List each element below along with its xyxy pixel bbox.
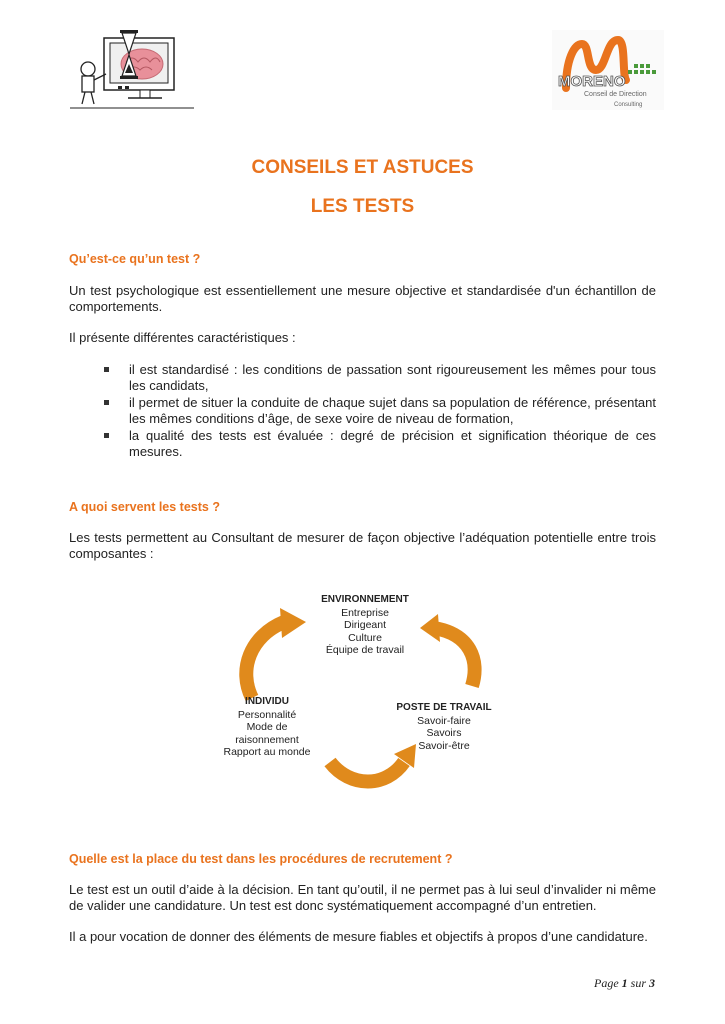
list-item-text: la qualité des tests est évaluée : degré de précision et signification théorique de ces mesures. xyxy=(129,428,656,459)
list-item xyxy=(99,428,656,460)
page-title: CONSEILS ET ASTUCES xyxy=(251,157,474,178)
paragraph: Il présente différentes caractéristiques : xyxy=(69,330,296,345)
box-environnement xyxy=(300,594,430,657)
box-item: Dirigeant xyxy=(343,619,387,631)
cycle-diagram xyxy=(210,588,510,798)
logo-line2: Consulting xyxy=(614,102,643,108)
box-poste-de-travail xyxy=(382,702,506,752)
paragraph: Il a pour vocation de donner des éléments de mesure fiables et objectifs à propos d’une candidature. xyxy=(69,929,648,944)
box-item: Équipe de travail xyxy=(325,644,405,656)
box-item: raisonnement xyxy=(235,733,299,746)
box-title: INDIVIDU xyxy=(245,696,289,707)
box-item: Personnalité xyxy=(237,708,297,721)
list-item xyxy=(99,362,656,394)
characteristics-list xyxy=(99,362,656,461)
bullet-square-icon xyxy=(104,367,109,372)
box-title: ENVIRONNEMENT xyxy=(321,594,409,605)
box-item: Entreprise xyxy=(341,606,389,619)
brain-monitor-illustration xyxy=(70,24,195,112)
bullet-square-icon xyxy=(104,400,109,405)
bullet-square-icon xyxy=(104,433,109,438)
list-item-text: il est standardisé : les conditions de passation sont rigoureusement les mêmes pour tous les candidats, xyxy=(129,362,656,393)
section-heading-what-is-test: Qu’est-ce qu’un test ? xyxy=(69,252,201,266)
page-subtitle: LES TESTS xyxy=(310,196,415,217)
box-item: Mode de xyxy=(246,721,288,733)
paragraph: Le test est un outil d’aide à la décision. En tant qu’outil, il ne permet pas à lui seul d’invalider ni même de valider une candidature. Un test est donc systématiquement accompagné d’un entretien. xyxy=(69,882,656,913)
list-item xyxy=(99,395,656,427)
paragraph: Un test psychologique est essentiellement une mesure objective et standardisée d'un échantillon de comportements. xyxy=(69,283,656,314)
arrow-bottom xyxy=(330,762,404,782)
arrow-right xyxy=(434,628,475,686)
logo-brand-text: MORENO xyxy=(558,73,626,90)
paragraph: Les tests permettent au Consultant de mesurer de façon objective l’adéquation potentielle entre trois composantes : xyxy=(69,530,656,561)
box-item: Culture xyxy=(348,631,382,644)
arrow-up-left xyxy=(246,622,284,698)
box-item: Savoir-faire xyxy=(417,714,471,727)
moreno-logo-icon xyxy=(552,30,664,110)
logo-line1: Conseil de Direction xyxy=(584,91,647,98)
box-title: POSTE DE TRAVAIL xyxy=(396,702,492,713)
box-individu xyxy=(212,696,322,759)
section-heading-purpose: A quoi servent les tests ? xyxy=(69,500,220,514)
page-number xyxy=(594,976,655,991)
box-item: Savoir-être xyxy=(418,739,470,752)
list-item-text: il permet de situer la conduite de chaque sujet dans sa population de référence, présentant les mêmes conditions d’âge, de sexe voire de niveau de formation, xyxy=(129,395,656,426)
box-item: Rapport au monde xyxy=(223,746,311,758)
moreno-logo xyxy=(552,30,664,110)
section-heading-recruitment: Quelle est la place du test dans les procédures de recrutement ? xyxy=(69,852,453,866)
footer-total: 3 xyxy=(649,976,655,990)
footer-page-num: 1 xyxy=(621,976,628,990)
box-item: Savoirs xyxy=(426,727,462,739)
footer-page-word: Page xyxy=(594,976,619,990)
brain-monitor-icon xyxy=(70,24,195,112)
footer-sur-word: sur xyxy=(630,976,646,990)
